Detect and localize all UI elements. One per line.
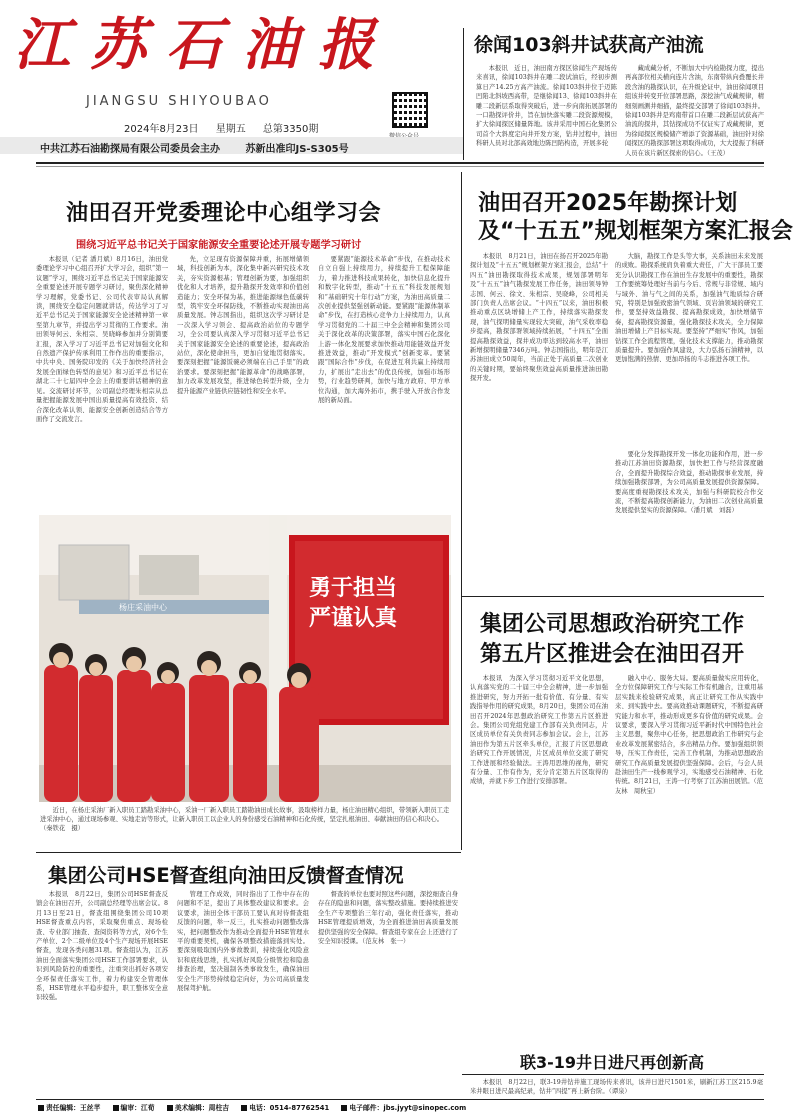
- article-study-col1: 本报讯（记者 潘月斌）8月16日，油田党委理论学习中心组召开扩大学习会，组织“第一议题”学习，围绕习近平总书记关于国家能源安全重要论述开展专题学习研讨，聚焦深化精神学习理解，党委书记、公司代表审局认真解读，围绕安全稳定问题就讲话，传达学习了习近平总书记关于国家能源安全论述精神第一章至第九章节，并提出学习贯彻的工作要求。油田领导何云、朱相宗、吴晓峰参加并分别简要汇报，深入学习了习近平总书记对加强文化和自然遗产保护传承利用工作作出的重要指示，中共中央、国务院印发的《关于加快经济社会发展全面绿色转型的意见》和习近平总书记在湖北二十七届四中全会上的重要讲话精神的意见。交流研讨环节，公司副总经理朱相宗从总量把握能源发展中国出质量提高有效投资、结合深化改革认领、能源安全创新创造结合等方面作了交流发言。: [36, 256, 168, 423]
- square-bullet-icon: [167, 1105, 173, 1111]
- section-rule: [36, 852, 461, 853]
- headline-study-meeting: 油田召开党委理论中心组学习会: [66, 201, 382, 226]
- footer-design: 美术编辑：周柱吉: [167, 1104, 229, 1112]
- issue-info: [124, 120, 332, 135]
- photo-sign: 杨庄采油中心: [119, 603, 167, 612]
- newspaper-pinyin: JIANGSU SHIYOUBAO: [86, 94, 272, 109]
- article-hse-col3: 督查的单位也要对照这些问题，深挖细查自身存在的隐患和问题，落实整改措施。要持续推进安全生产专项整治三年行动，强化责任落实，推动HSE管理提质增效，为全面推进油田高质量发展提供坚强的安全保障。督查组专家在会上还进行了安全知识授课。（范友林 张一）: [318, 891, 458, 946]
- headline-research-line2: 第五片区推进会在油田召开: [480, 642, 745, 667]
- column-divider-main: [461, 172, 462, 850]
- subhead-study-meeting: 围绕习近平总书记关于国家能源安全重要论述开展专题学习研讨: [76, 240, 362, 251]
- footer-editor: 责任编辑：王丝芊: [38, 1104, 100, 1112]
- headline-plan-line2: 及“十五五”规划框架方案汇报会: [478, 219, 793, 244]
- square-bullet-icon: [341, 1105, 347, 1111]
- news-photo: [39, 515, 451, 802]
- article-xuwen-col1: 本报讯 近日，油田南方探区徐闻生产现场传来喜讯，徐闻103斜井在雕二段试油后，经初步测算日产14.25方高产油流。徐闻103斜井位于迈陈凹陷北斜坡西高带，是继徐闻13、徐闻103斜井在雕二段新层系取得突破后，进一步向南拓展部署的一口勘探评价井，旨在加快落实雕二段资源规模，扩大徐闻探区储量阵地。该井采用中国石化集团公司首个大斜度定向井开发方案，钻井过程中，油田科研人员对北部高效地边陈凹陷构造，开展多轮: [476, 65, 617, 148]
- headline-research-line1: 集团公司思想政治研究工作: [480, 612, 745, 637]
- article-hse-col1: 本报讯 8月22日，集团公司HSE督查反馈会在油田召开，公司副总经理等出席会议。8月13日至21日，督查组围绕集团公司10项HSE督查重点内容，采取聚焦重点、现场检查、专业部门抽查、查阅资料等方式，对6个生产单位、2个二级单位及4个生产现场开展HSE督查，发现各类问题31项。督查组认为，江苏油田全面落实集团公司HSE工作部署要求，认识到风险防控的重要性，注重突出抓好各项安全环保责任落实工作，着力构建安全管理体系，HSE管理水平稳步提升，职工整体安全意识较强。: [36, 891, 168, 1002]
- headline-hse: 集团公司HSE督查组向油田反馈督查情况: [48, 864, 404, 887]
- photo-banner-line1: 勇于担当: [309, 576, 398, 601]
- section-rule-thin: [36, 166, 764, 167]
- section-rule: [462, 1074, 764, 1075]
- footer-proof: 编审：江荀: [113, 1104, 155, 1112]
- article-well-record: 本报讯 8月22日，联3-19井钻井施工现场传来喜讯，该井日进尺1501米，刷新江苏工区215.9毫米井眼日进尺最高纪录，钻井“四提”再上新台阶。（谭泉）: [470, 1079, 763, 1096]
- article-xuwen-col2: 藏成藏分析，不断加大中内检勘探力度，提出再高部位相关横向连片含油，东南带纵向叠覆长井段含油的勘探认识，在升级论证中，油田徐闻项目组该井转变开位部署思路，深挖油气成藏规律，精细刻画测井细描，最终提交部署了徐闻103斜井。徐闻103斜井是鸡南带首口在雕二段新层试获高产油流的探井，其钻探成功不仅证实了成藏规律，更为徐闻探区规模储产增添了资源基础，油田针对徐闻探区的勘探部署这项取得成功，大大提振了科研人员在该片新区探索的信心。（王茂）: [625, 65, 764, 156]
- section-rule: [36, 162, 764, 164]
- article-study-col2: 先，立足现有资源保障并重，拓展增储领域，科技创新为本，深化集中新兴研究技术攻关，夯实资源根基；管理创新为要，加强组织优化和人才培养，提升勘探开发效率和价值创造能力；安全环保为基，推进能源绿色低碳转型，筑牢安全环保防线，不断推动实现油田高质量发展。钟志国指出，组织这次学习研讨是一次深入学习领会、提高政治站位的专题学习，全公司要认真深入学习贯彻习近平总书记关于国家能源安全论述的重要论述，提高政治站位，深化使命担当，更加自觉地贯彻落实。要深刻把握“能源饭碗必须端在自己手里”的政治要求。要深刻把握“能源革命”的战略部署，加力改革发展攻坚，推进绿色转型升级，全力提升能源产业链供应链韧性和安全水平。: [177, 256, 309, 395]
- square-bullet-icon: [241, 1105, 247, 1111]
- article-study-col3: 要紧跟“能源技术革命”步伐，在推动技术自立自强上持续用力，持续提升工程保障能力，着力推进科技成果转化，加快信息化提升和数字化转型，推动“十五五”科技发展规划和“基础研究十年行动”方案，为油田高质量二次创业提供坚强创新动能。要紧跟“能源体制革命”步伐，在打造核心竞争力上持续用力，认真学习贯彻党的二十届三中全会精神和集团公司关于深化改革的决策部署，落实中国石化深化上游一体化发展要求加快推动用能链效益开发推进效益，推动“开发模式”创新变革。要紧跟“国际合作”步伐，在促进互利共赢上持续用力，扩展出“走出去”的优良传统，加强市场形势，行业趋势研判，加快与地方政府、甲方单位沟通，加大海外拓市，携手驶入开放合作发展的新局面。: [318, 256, 450, 405]
- headline-well-record: 联3-19井日进尺再创新高: [516, 1050, 708, 1073]
- footer-rule: [36, 1099, 764, 1100]
- article-plan-col2: 大脑，勘探工作是头等大事，关系油田未来发展的成败。勘探系统肩负着重大责任，广大干部员工要充分认识勘探工作在油田生存发展中的重要性，勘探工作要统筹处理好当前与今后、常规与非常规、域内与域外、油与气之间的关系，加强油气地质综合研究，特别是加强致密油气领域、页岩油领域的研究工作，要坚持效益勘探、提高勘探成效，加快增储节奏，提高勘探资源量，强化勘探技术攻关，全力保障油田增储上产目标实现。要坚持“严细实”作风，加强钻探工作全流程管理，强化技术支撑能力，推动勘探质量提升。要加强作风建设，大力弘扬石油精神，以更加饱满的热情、更加昂扬的斗志推进各项工作。: [615, 253, 763, 364]
- square-bullet-icon: [113, 1105, 119, 1111]
- photo-caption: 近日，在杨庄采油厂新入职员工踏勘采油中心，采油一厂新入职员工踏勘油田成长故事，汲取榜样力量，杨庄油田精心组织，带领新入职员工走进采油中心，通过现场参观、实地走访等形式，让新入职员工以企业人的身份感受石油精神和石化传统，坚定扎根油田、奉献油田的信心和决心。（秦铁花 摄）: [40, 807, 450, 832]
- section-rule: [462, 596, 764, 597]
- headline-xuwen-103: 徐闻103斜井试获高产油流: [474, 34, 704, 56]
- qr-code-icon: [392, 92, 428, 128]
- article-research-col2: 融入中心、服务大局。要高质量做实应用转化，全方位保障研究工作与实际工作有机融合，注重用基层实践来检验研究成果，真正让研究工作从实践中来、到实践中去。要高效推动课题研究，不断提高研究能力和水平，推动形成更多有价值的研究成果。会议要求，要深入学习贯彻习近平新时代中国特色社会主义思想，聚焦中心任务，把思想政治工作研究与企业改革发展紧密结合，多出精品力作。要加强组织领导，压实工作责任，完善工作机制，为推动思想政治研究工作高质量发展提供坚强保障。会后，与会人员赴油田生产一线参观学习，实地感受石油精神、石化传统。8月21日，王涛一行考察了江苏油田展馆。（范友林 周秋宝）: [615, 675, 763, 795]
- article-plan-col1: 本报讯 8月21日，油田在扬召开2025年勘探计划及“十五五”规划框架方案汇报会，总结“十四五”油田勘探取得技术成果，规划部署明年及“十五五”油气勘探发展工作任务，油田领导钟志国、何云、徐文、朱相宗、吴晓峰，公司相关部门负责人出席会议。“十四五”以来，油田积极推动重点区块增储上产工作，持续落实勘探发现，油气探明储量实现较大突破，油气采收率稳步提高，勘探部署领域持续拓展，“十四五”全面提高勘探效益，探井成功率达到较高水平，油田新增探明储量7346万吨。钟志国指出，明年是江苏油田成立50周年，当前正处于高质量二次创业的关键时期，要始终聚焦效益高质量推进油田勘探开发。: [470, 253, 608, 383]
- footer-phone: 电话：0514-87762541: [241, 1104, 329, 1112]
- publisher-name: 中共江苏石油勘探局有限公司委员会主办: [40, 144, 220, 155]
- issue-number: 总第3350期: [262, 124, 319, 135]
- square-bullet-icon: [38, 1105, 44, 1111]
- article-research-col1: 本报讯 为深入学习贯彻习近平文化思想，认真落实党的二十届三中全会精神，进一步加强推进研究，努力开拓一批有价值、有分量、有实践指导作用的研究成果，8月20日，集团公司在油田召开2024年思想政治研究工作第五片区推进会。集团公司党组党建工作部有关负责同志，片区成员单位有关负责同志参加会议。会上，江苏油田作为第五片区牵头单位，汇报了片区思想政治研究工作开展情况，片区成员单位交流了研究工作进展和经验做法。王涛用思维的视角，研究有分量、工作有作为，充分肯定第五片区取得的成绩，并就下步工作进行安排部署。: [470, 675, 608, 786]
- article-hse-col2: 管理工作成效，同时指出了工作中存在的问题和不足，提出了具体整改建议和要求。会议要求，油田全体干部员工要认真对待督查组反馈的问题，举一反三，扎实推动问题整改落实，把问题整改作为推动全面提升HSE管理水平的重要契机，确保各项整改措施落到实处。要深刻吸取国内外事故教训，持续强化风险意识和底线思维，扎实抓好风险分级管控和隐患排查治理，坚决遏制各类事故发生，确保油田安全生产形势持续稳定向好，为公司高质量发展保驾护航。: [177, 891, 309, 993]
- publisher-info: [40, 140, 371, 155]
- column-divider: [463, 28, 464, 160]
- footer-bar: [38, 1102, 762, 1113]
- photo-banner-line2: 严谨认真: [309, 606, 398, 631]
- issue-weekday: 星期五: [215, 124, 246, 135]
- issue-date: 2024年8月23日: [124, 124, 199, 135]
- headline-plan-line1: 油田召开2025年勘探计划: [478, 191, 738, 216]
- footer-email[interactable]: 电子邮件：jbs.jyyt@sinopec.com: [341, 1104, 466, 1112]
- newspaper-title: 江苏石油报: [14, 12, 394, 78]
- photo-illustration: [39, 515, 451, 802]
- registration-number: 苏新出准印JS-S305号: [245, 144, 349, 155]
- article-plan-col3: 要化分发挥勘探开发一体化功能和作用，进一步推动江苏油田资源勘探，加快把工作与经营深度融合，全面提升勘探综合效益，推动勘探事业发展，持续加强勘探部署，为公司高质量发展提供资源保障。要高度重视勘探技术攻关，加强与科研院校合作交流，不断提高勘探创新能力，为油田二次创业高质量发展提供坚实的资源保障。（潘月斌 刘磊）: [615, 451, 763, 515]
